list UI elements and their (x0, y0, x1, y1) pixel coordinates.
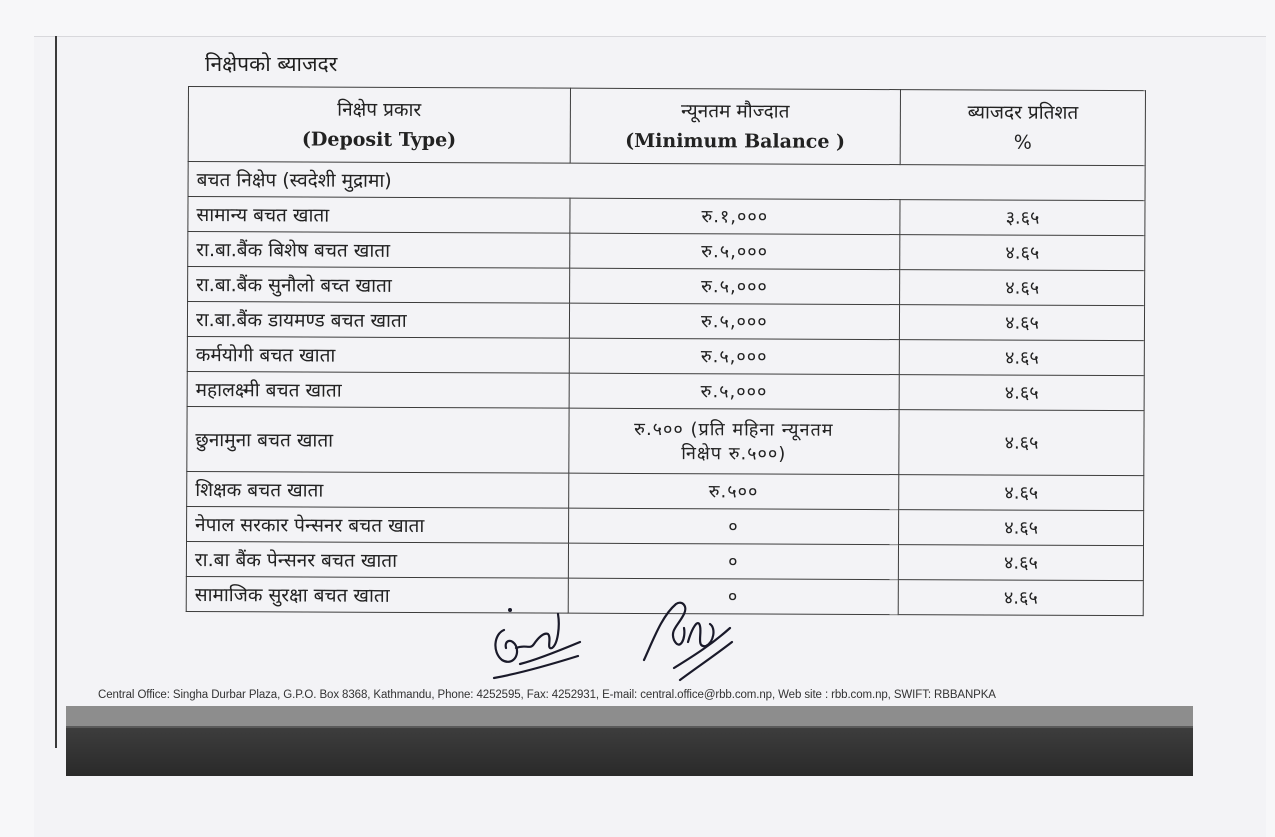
signature-1 (486, 604, 586, 686)
interest-rate: ४.६५ (899, 340, 1144, 376)
min-balance: रु.५,००० (569, 303, 900, 339)
min-balance-line1: रु.५०० (प्रति महिना न्यूनतम (634, 418, 834, 441)
header-min-balance-np: न्यूनतम मौज्दात (681, 100, 790, 123)
interest-rate: ४.६५ (898, 545, 1143, 581)
footer-band-dark (66, 728, 1193, 776)
deposit-name: रा.बा.बैंक सुनौलो बच्त खाता (188, 267, 570, 304)
min-balance: ० (568, 508, 899, 544)
deposit-name: रा.बा बैंक पेन्सनर बचत खाता (186, 541, 568, 578)
header-rate-np: ब्याजदर प्रतिशत (967, 101, 1079, 124)
interest-rate: ४.६५ (899, 510, 1144, 546)
min-balance: ० (568, 578, 899, 614)
interest-rate: ४.६५ (900, 235, 1145, 271)
table-row (188, 197, 1145, 236)
min-balance: ० (568, 543, 899, 579)
deposit-name: महालक्ष्मी बचत खाता (187, 371, 569, 408)
section-title: निक्षेपको ब्याजदर (205, 52, 338, 76)
table-row (186, 541, 1143, 580)
interest-rate: ३.६५ (900, 200, 1145, 236)
table-row (187, 471, 1144, 510)
header-deposit-type-np: निक्षेप प्रकार (337, 98, 422, 122)
interest-rate: ४.६५ (899, 375, 1144, 411)
header-rate-unit: % (1013, 131, 1032, 154)
deposit-name: शिक्षक बचत खाता (187, 471, 569, 508)
table-row (187, 506, 1144, 545)
min-balance: रु.१,००० (569, 198, 900, 234)
table-row (188, 232, 1145, 271)
min-balance: रु.५,००० (569, 268, 900, 304)
deposit-name: रा.बा.बैंक बिशेष बचत खाता (188, 232, 570, 269)
interest-rate: ४.६५ (898, 580, 1143, 616)
table-row (187, 406, 1144, 475)
signature-2 (640, 598, 736, 688)
interest-rate: ४.६५ (900, 270, 1145, 306)
category-row: बचत निक्षेप (स्वदेशी मुद्रामा) (188, 162, 1145, 201)
table-row (188, 267, 1145, 306)
deposit-name: रा.बा.बैंक डायमण्ड बचत खाता (187, 302, 569, 339)
left-margin-line (55, 36, 57, 748)
interest-rate-table (186, 86, 1146, 616)
min-balance: रु.५,००० (569, 233, 900, 269)
header-deposit-type-en: (Deposit Type) (301, 128, 457, 152)
interest-rate: ४.६५ (899, 410, 1144, 476)
deposit-name: कर्मयोगी बचत खाता (187, 336, 569, 373)
header-min-balance-en: (Minimum Balance ) (625, 129, 846, 153)
table-row (187, 336, 1144, 375)
header-rate (900, 90, 1145, 166)
min-balance: रु.५,००० (569, 338, 900, 374)
interest-rate: ४.६५ (899, 475, 1144, 511)
deposit-name: सामाजिक सुरक्षा बचत खाता (186, 576, 568, 613)
min-balance: रु.५०० (568, 473, 899, 509)
min-balance (568, 408, 899, 474)
deposit-name: नेपाल सरकार पेन्सनर बचत खाता (187, 506, 569, 543)
footer-contact-text: Central Office: Singha Durbar Plaza, G.P.O. Box 8368, Kathmandu, Phone: 4252595, Fax: 4252931, E-mail: central.office@rbb.com.np, Web site : rbb.com.np, SWIFT: RBBANPKA (98, 689, 996, 701)
deposit-name: सामान्य बचत खाता (188, 197, 570, 234)
table-row (187, 371, 1144, 410)
min-balance-line2: निक्षेप रु.५००) (681, 443, 787, 465)
interest-rate: ४.६५ (900, 305, 1145, 341)
table-row (187, 302, 1144, 341)
header-min-balance (570, 88, 901, 164)
deposit-name: छुनामुना बचत खाता (187, 406, 569, 473)
min-balance: रु.५,००० (569, 373, 900, 409)
header-deposit-type (188, 87, 570, 164)
